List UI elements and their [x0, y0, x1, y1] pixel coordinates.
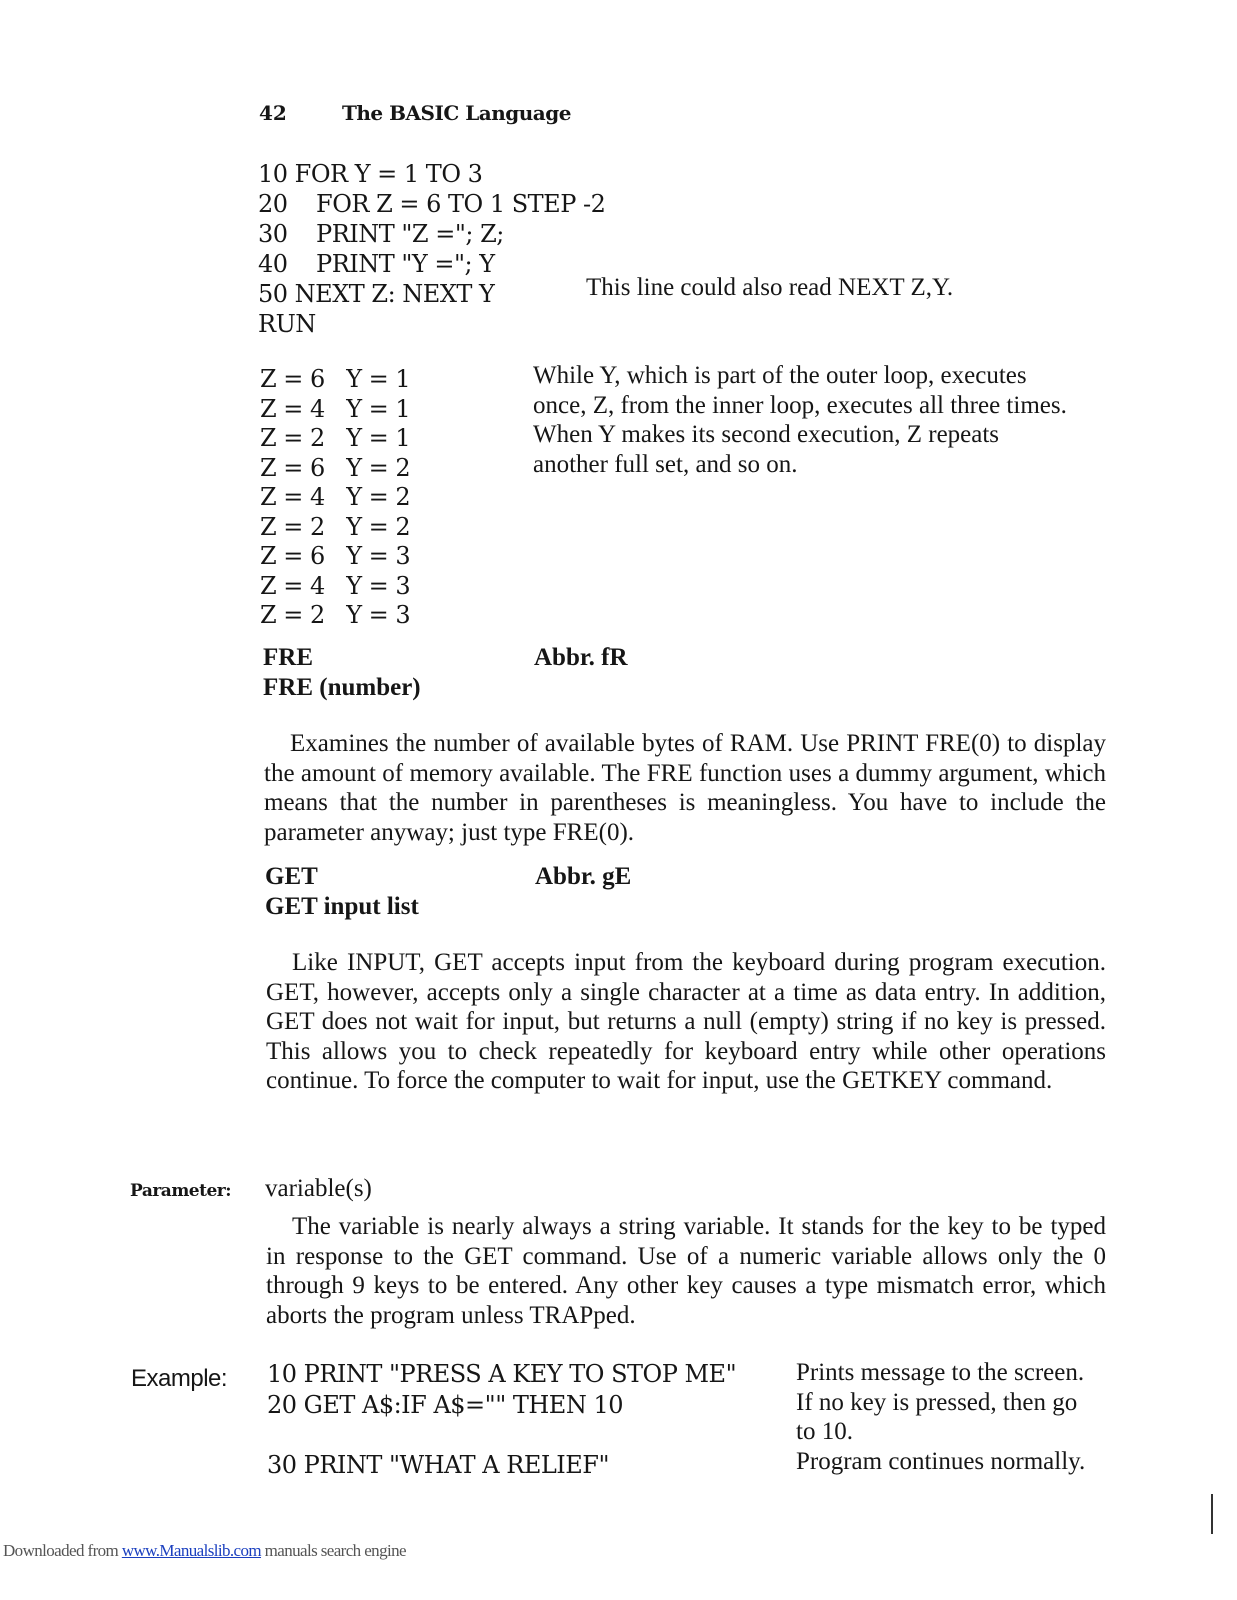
- fre-description: Examines the number of available bytes of RAM. Use PRINT FRE(0) to display the amount of memory available. The FRE function uses a dummy argument, which means that the number in parentheses is meaningless. You have to include the parameter anyway; just type FRE(0).: [264, 730, 1106, 846]
- code-line: 10 FOR Y = 1 TO 3: [258, 160, 483, 188]
- output-note-line: When Y makes its second execution, Z repeats: [533, 421, 1000, 448]
- example-note-line: Program continues normally.: [796, 1448, 1086, 1475]
- program-output: [260, 364, 410, 630]
- example-code-line: 20 GET A$:IF A$="" THEN 10: [267, 1391, 623, 1419]
- footer-suffix: manuals search engine: [261, 1541, 406, 1560]
- output-note-line: once, Z, from the inner loop, executes all three times.: [533, 391, 1067, 419]
- code-line: 30 PRINT "Z ="; Z;: [258, 220, 504, 248]
- get-abbreviation: Abbr. gE: [535, 863, 632, 890]
- parameter-label: Parameter:: [130, 1181, 232, 1201]
- fre-syntax: FRE (number): [263, 674, 421, 701]
- output-row: Z = 2 Y = 1: [260, 424, 411, 452]
- parameter-value: variable(s): [265, 1175, 372, 1202]
- output-row: Z = 6 Y = 3: [260, 542, 411, 570]
- page-header-title: The BASIC Language: [342, 101, 571, 125]
- example-code-line: 30 PRINT "WHAT A RELIEF": [267, 1451, 609, 1479]
- download-footer: [3, 1541, 406, 1561]
- page-number: 42: [259, 101, 287, 125]
- margin-mark: [1211, 1494, 1213, 1534]
- footer-prefix: Downloaded from: [3, 1541, 122, 1560]
- output-row: Z = 4 Y = 1: [260, 394, 411, 423]
- parameter-description: The variable is nearly always a string variable. It stands for the key to be typed in response to the GET command. Use of a numeric variable allows only the 0 through 9 keys to be entered. Any other key causes a type mismatch error, which aborts the program unless TRAPped.: [266, 1213, 1106, 1329]
- get-syntax: GET input list: [265, 893, 419, 920]
- example-note-line: to 10.: [796, 1418, 853, 1445]
- example-note-line: Prints message to the screen.: [796, 1359, 1085, 1386]
- output-row: Z = 4 Y = 2: [260, 483, 411, 511]
- code-line: 40 PRINT "Y ="; Y: [258, 250, 495, 278]
- output-row: Z = 6 Y = 2: [260, 453, 411, 482]
- output-row: Z = 2 Y = 2: [260, 512, 411, 541]
- fre-abbreviation: Abbr. fR: [534, 644, 628, 671]
- output-note-line: another full set, and so on.: [533, 450, 798, 478]
- example-label: Example:: [131, 1365, 228, 1392]
- manualslib-link[interactable]: www.Manualslib.com: [121, 1541, 262, 1560]
- get-description: Like INPUT, GET accepts input from the keyboard during program execution. GET, however, accepts only a single character at a time as data entry. In addition, GET does not wait for input, but returns a null (empty) string if no key is pressed. This allows you to check repeatedly for keyboard entry while other operations continue. To force the computer to wait for input, use the GETKEY command.: [266, 949, 1106, 1094]
- output-row: Z = 4 Y = 3: [260, 571, 411, 600]
- get-keyword: GET: [265, 863, 318, 890]
- code-line: 20 FOR Z = 6 TO 1 STEP -2: [258, 190, 606, 218]
- code-line: RUN: [258, 310, 316, 338]
- output-row: Z = 2 Y = 3: [260, 601, 411, 629]
- code-note: This line could also read NEXT Z,Y.: [586, 274, 954, 301]
- code-line: 50 NEXT Z: NEXT Y: [258, 280, 495, 308]
- example-code-line: 10 PRINT "PRESS A KEY TO STOP ME": [267, 1360, 737, 1388]
- fre-keyword: FRE: [263, 644, 313, 671]
- code-block-nested-loop: [258, 159, 605, 339]
- output-note: [533, 361, 1067, 479]
- example-note-line: If no key is pressed, then go: [796, 1389, 1078, 1416]
- output-note-line: While Y, which is part of the outer loop, executes: [533, 362, 1027, 389]
- output-row: Z = 6 Y = 1: [260, 365, 411, 393]
